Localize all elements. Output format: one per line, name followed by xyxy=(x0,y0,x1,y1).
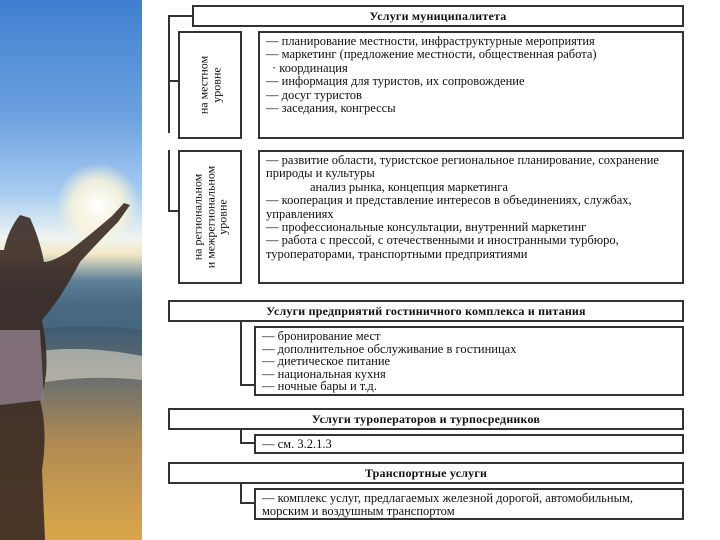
connector-hotel xyxy=(240,322,242,384)
list-item: · координация xyxy=(272,60,348,75)
connector-transport-h xyxy=(240,502,254,504)
municipal-header xyxy=(192,5,684,27)
hotel-items xyxy=(254,326,684,396)
list-item: — диетическое питание xyxy=(262,354,391,369)
hotel-title: Услуги предприятий гостиничного комплекса и питания xyxy=(266,303,586,318)
local-level-label: на местном уровне xyxy=(178,31,242,139)
regional-level-items xyxy=(258,150,684,284)
list-item: — ночные бары и т.д. xyxy=(262,379,377,394)
list-item: — маркетинг (предложение местности, общественная работа) xyxy=(266,47,597,62)
list-item: — кооперация и представление интересов в объединениях, службах, управлениях xyxy=(266,193,632,221)
regional-level-label: на региональном и межрегиональном уровне xyxy=(178,150,242,284)
connector-top xyxy=(168,15,192,17)
local-level-items xyxy=(258,31,684,139)
hotel-header xyxy=(168,300,684,322)
connector-hotel-h xyxy=(240,384,254,386)
transport-title: Транспортные услуги xyxy=(364,465,488,480)
list-item: анализ рынка, концепция маркетинга xyxy=(310,179,508,194)
beach-photo xyxy=(0,0,142,540)
transport-items xyxy=(254,488,684,520)
touroperators-title: Услуги туроператоров и турпосредников xyxy=(311,411,541,426)
list-item: — заседания, конгрессы xyxy=(266,101,396,116)
list-item: — бронирование мест xyxy=(262,329,381,343)
connector-transport xyxy=(240,484,242,502)
list-item: — развитие области, туристское региональное планирование, сохранение природы и культуры xyxy=(266,153,659,181)
list-item: — работа с прессой, с отечественными и иностранными турбюро, туроператорами, транспортными предприятиями xyxy=(266,233,619,261)
municipal-title: Услуги муниципалитета xyxy=(369,8,507,23)
list-item: — досуг туристов xyxy=(266,87,362,102)
connector-touroperators xyxy=(240,430,242,442)
list-item: — см. 3.2.1.3 xyxy=(262,437,332,451)
list-item: — информация для туристов, их сопровождение xyxy=(266,74,525,89)
transport-header xyxy=(168,462,684,484)
connector-local xyxy=(168,80,178,82)
connector-main xyxy=(168,15,170,133)
list-item: — дополнительное обслуживание в гостиницах xyxy=(262,341,517,356)
list-item: — национальная кухня xyxy=(262,366,386,381)
connector-regional-v xyxy=(168,150,170,212)
list-item: — комплекс услуг, предлагаемых железной дорогой, автомобильным, морским и воздушным транспортом xyxy=(262,491,634,519)
list-item: — планирование местности, инфраструктурные мероприятия xyxy=(266,34,595,48)
touroperators-items xyxy=(254,434,684,454)
touroperators-header xyxy=(168,408,684,430)
connector-touroperators-h xyxy=(240,442,254,444)
silhouette-figure xyxy=(0,0,142,540)
list-item: — профессиональные консультации, внутренний маркетинг xyxy=(266,220,587,235)
